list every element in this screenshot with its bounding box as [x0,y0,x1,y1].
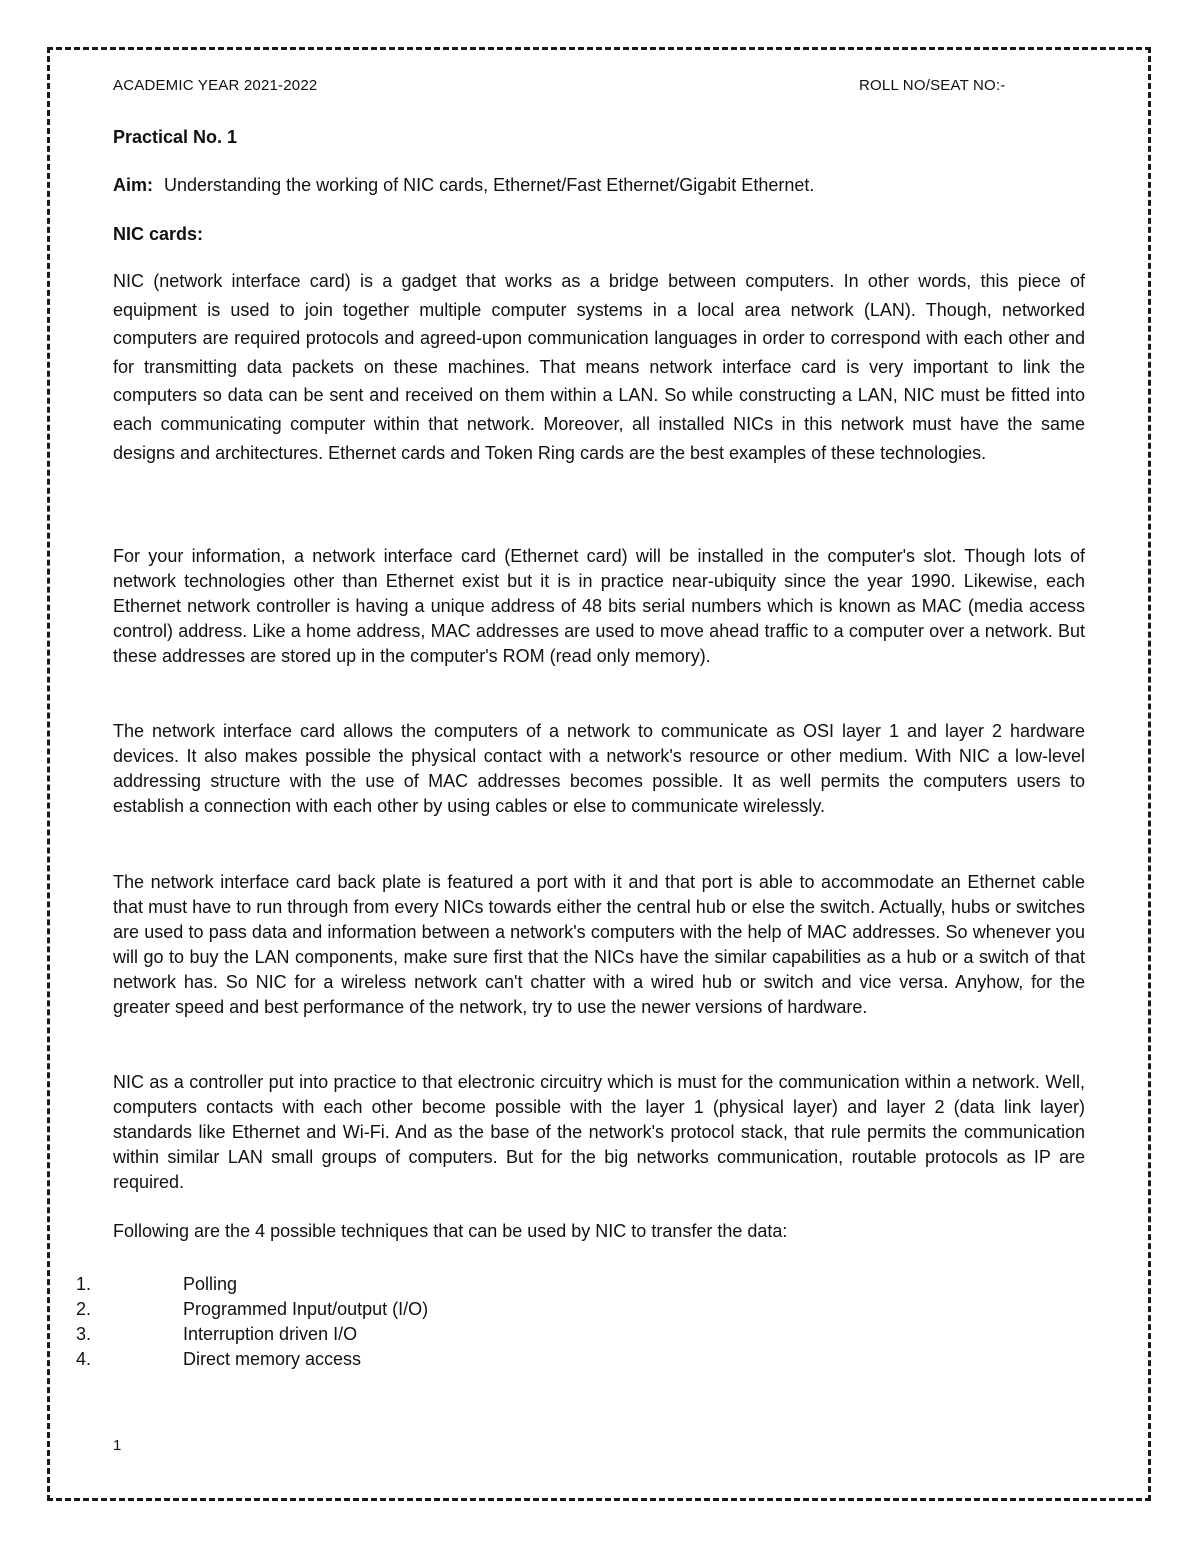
list-number: 3. [76,1324,92,1344]
academic-year-header: ACADEMIC YEAR 2021-2022 [113,77,318,94]
list-item [76,1272,428,1297]
list-item [76,1297,428,1322]
list-text: Polling [183,1274,238,1294]
list-item [76,1322,428,1347]
list-text: Interruption driven I/O [183,1324,358,1344]
aim-label: Aim: [113,175,153,195]
aim-line [113,175,814,196]
list-intro: Following are the 4 possible techniques that can be used by NIC to transfer the data: [113,1221,788,1241]
paragraph: The network interface card allows the computers of a network to communicate as OSI layer 1 and layer 2 hardware devices. It also makes possible the physical contact with a network's resource or other medium. With NIC a low-level addressing structure with the use of MAC addresses becomes possible. It as well permits the computers users to establish a connection with each other by using cables or else to communicate wirelessly. [113,721,1085,816]
list-text: Direct memory access [183,1349,362,1369]
paragraph: NIC as a controller put into practice to that electronic circuitry which is must for the communication within a network. Well, computers contacts with each other become possible with the layer 1 (physical layer) and layer 2 (data link layer) standards like Ethernet and Wi-Fi. And as the base of the network's protocol stack, that rule permits the communication within similar LAN small groups of computers. But for the big networks communication, routable protocols as IP are required. [113,1072,1085,1192]
list-number: 4. [76,1349,92,1369]
paragraph: For your information, a network interface card (Ethernet card) will be installed in the computer's slot. Though lots of network technologies other than Ethernet exist but it is in practice near-ubiquity since the year 1990. Likewise, each Ethernet network controller is having a unique address of 48 bits serial numbers which is known as MAC (media access control) address. Like a home address, MAC addresses are used to move ahead traffic to a computer over a network. But these addresses are stored up in the computer's ROM (read only memory). [113,546,1085,666]
section-heading: NIC cards: [113,224,204,244]
list-number: 2. [76,1299,92,1319]
roll-no-header: ROLL NO/SEAT NO:- [859,77,1006,94]
aim-text: Understanding the working of NIC cards, Ethernet/Fast Ethernet/Gigabit Ethernet. [164,175,815,195]
list-item [76,1347,428,1372]
techniques-list [76,1272,428,1372]
practical-title: Practical No. 1 [113,127,238,147]
page-number: 1 [113,1437,122,1454]
list-number: 1. [76,1274,92,1294]
paragraph: The network interface card back plate is featured a port with it and that port is able to accommodate an Ethernet cable that must have to run through from every NICs towards either the central hub or else the switch. Actually, hubs or switches are used to pass data and information between a network's computers with the help of MAC addresses. So whenever you will go to buy the LAN components, make sure first that the NICs have the similar capabilities as a hub or a switch of that network has. So NIC for a wireless network can't chatter with a wired hub or switch and vice versa. Anyhow, for the greater speed and best performance of the network, try to use the newer versions of hardware. [113,872,1085,1017]
list-text: Programmed Input/output (I/O) [183,1299,429,1319]
paragraph: NIC (network interface card) is a gadget that works as a bridge between computers. In other words, this piece of equipment is used to join together multiple computer systems in a local area network (LAN). Though, networked computers are required protocols and agreed-upon communication languages in order to correspond with each other and for transmitting data packets on these machines. That means network interface card is very important to link the computers so data can be sent and received on them within a LAN. So while constructing a LAN, NIC must be fitted into each communicating computer within that network. Moreover, all installed NICs in this network must have the same designs and architectures. Ethernet cards and Token Ring cards are the best examples of these technologies. [113,271,1085,463]
